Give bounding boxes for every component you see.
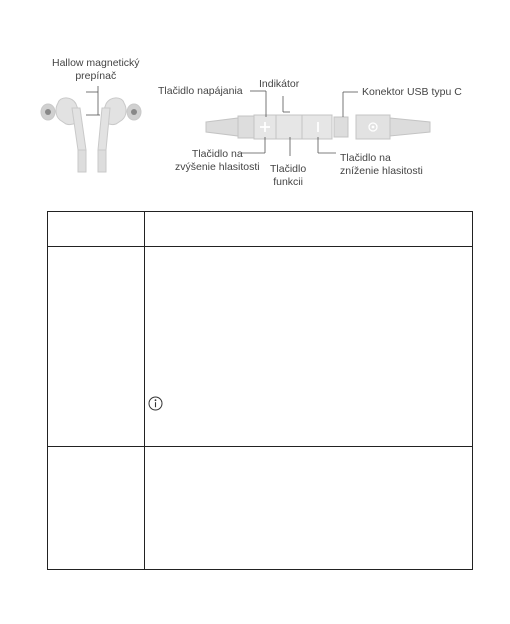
power-button-label: Tlačidlo napájania [158,85,243,97]
table-cell [48,247,144,446]
right-earbud-icon [98,98,141,172]
product-diagram [0,0,510,200]
info-table [47,211,473,570]
volume-down-label: Tlačidlo na zníženie hlasitosti [340,152,423,177]
left-earbud-icon [41,98,86,172]
table-cell [48,447,144,569]
table-cell [145,447,472,569]
table-header-cell [48,212,144,246]
info-icon [148,396,163,411]
usb-connector-label: Konektor USB typu C [362,86,462,98]
volume-up-label: Tlačidlo na zvýšenie hlasitosti [175,148,260,173]
magnetic-switch-label: Hallow magnetický prepínač [52,57,140,82]
indicator-label: Indikátor [259,78,300,90]
function-button-label: Tlačidlo funkcii [270,163,307,188]
table-cell [145,247,472,446]
table-header-cell [145,212,472,246]
